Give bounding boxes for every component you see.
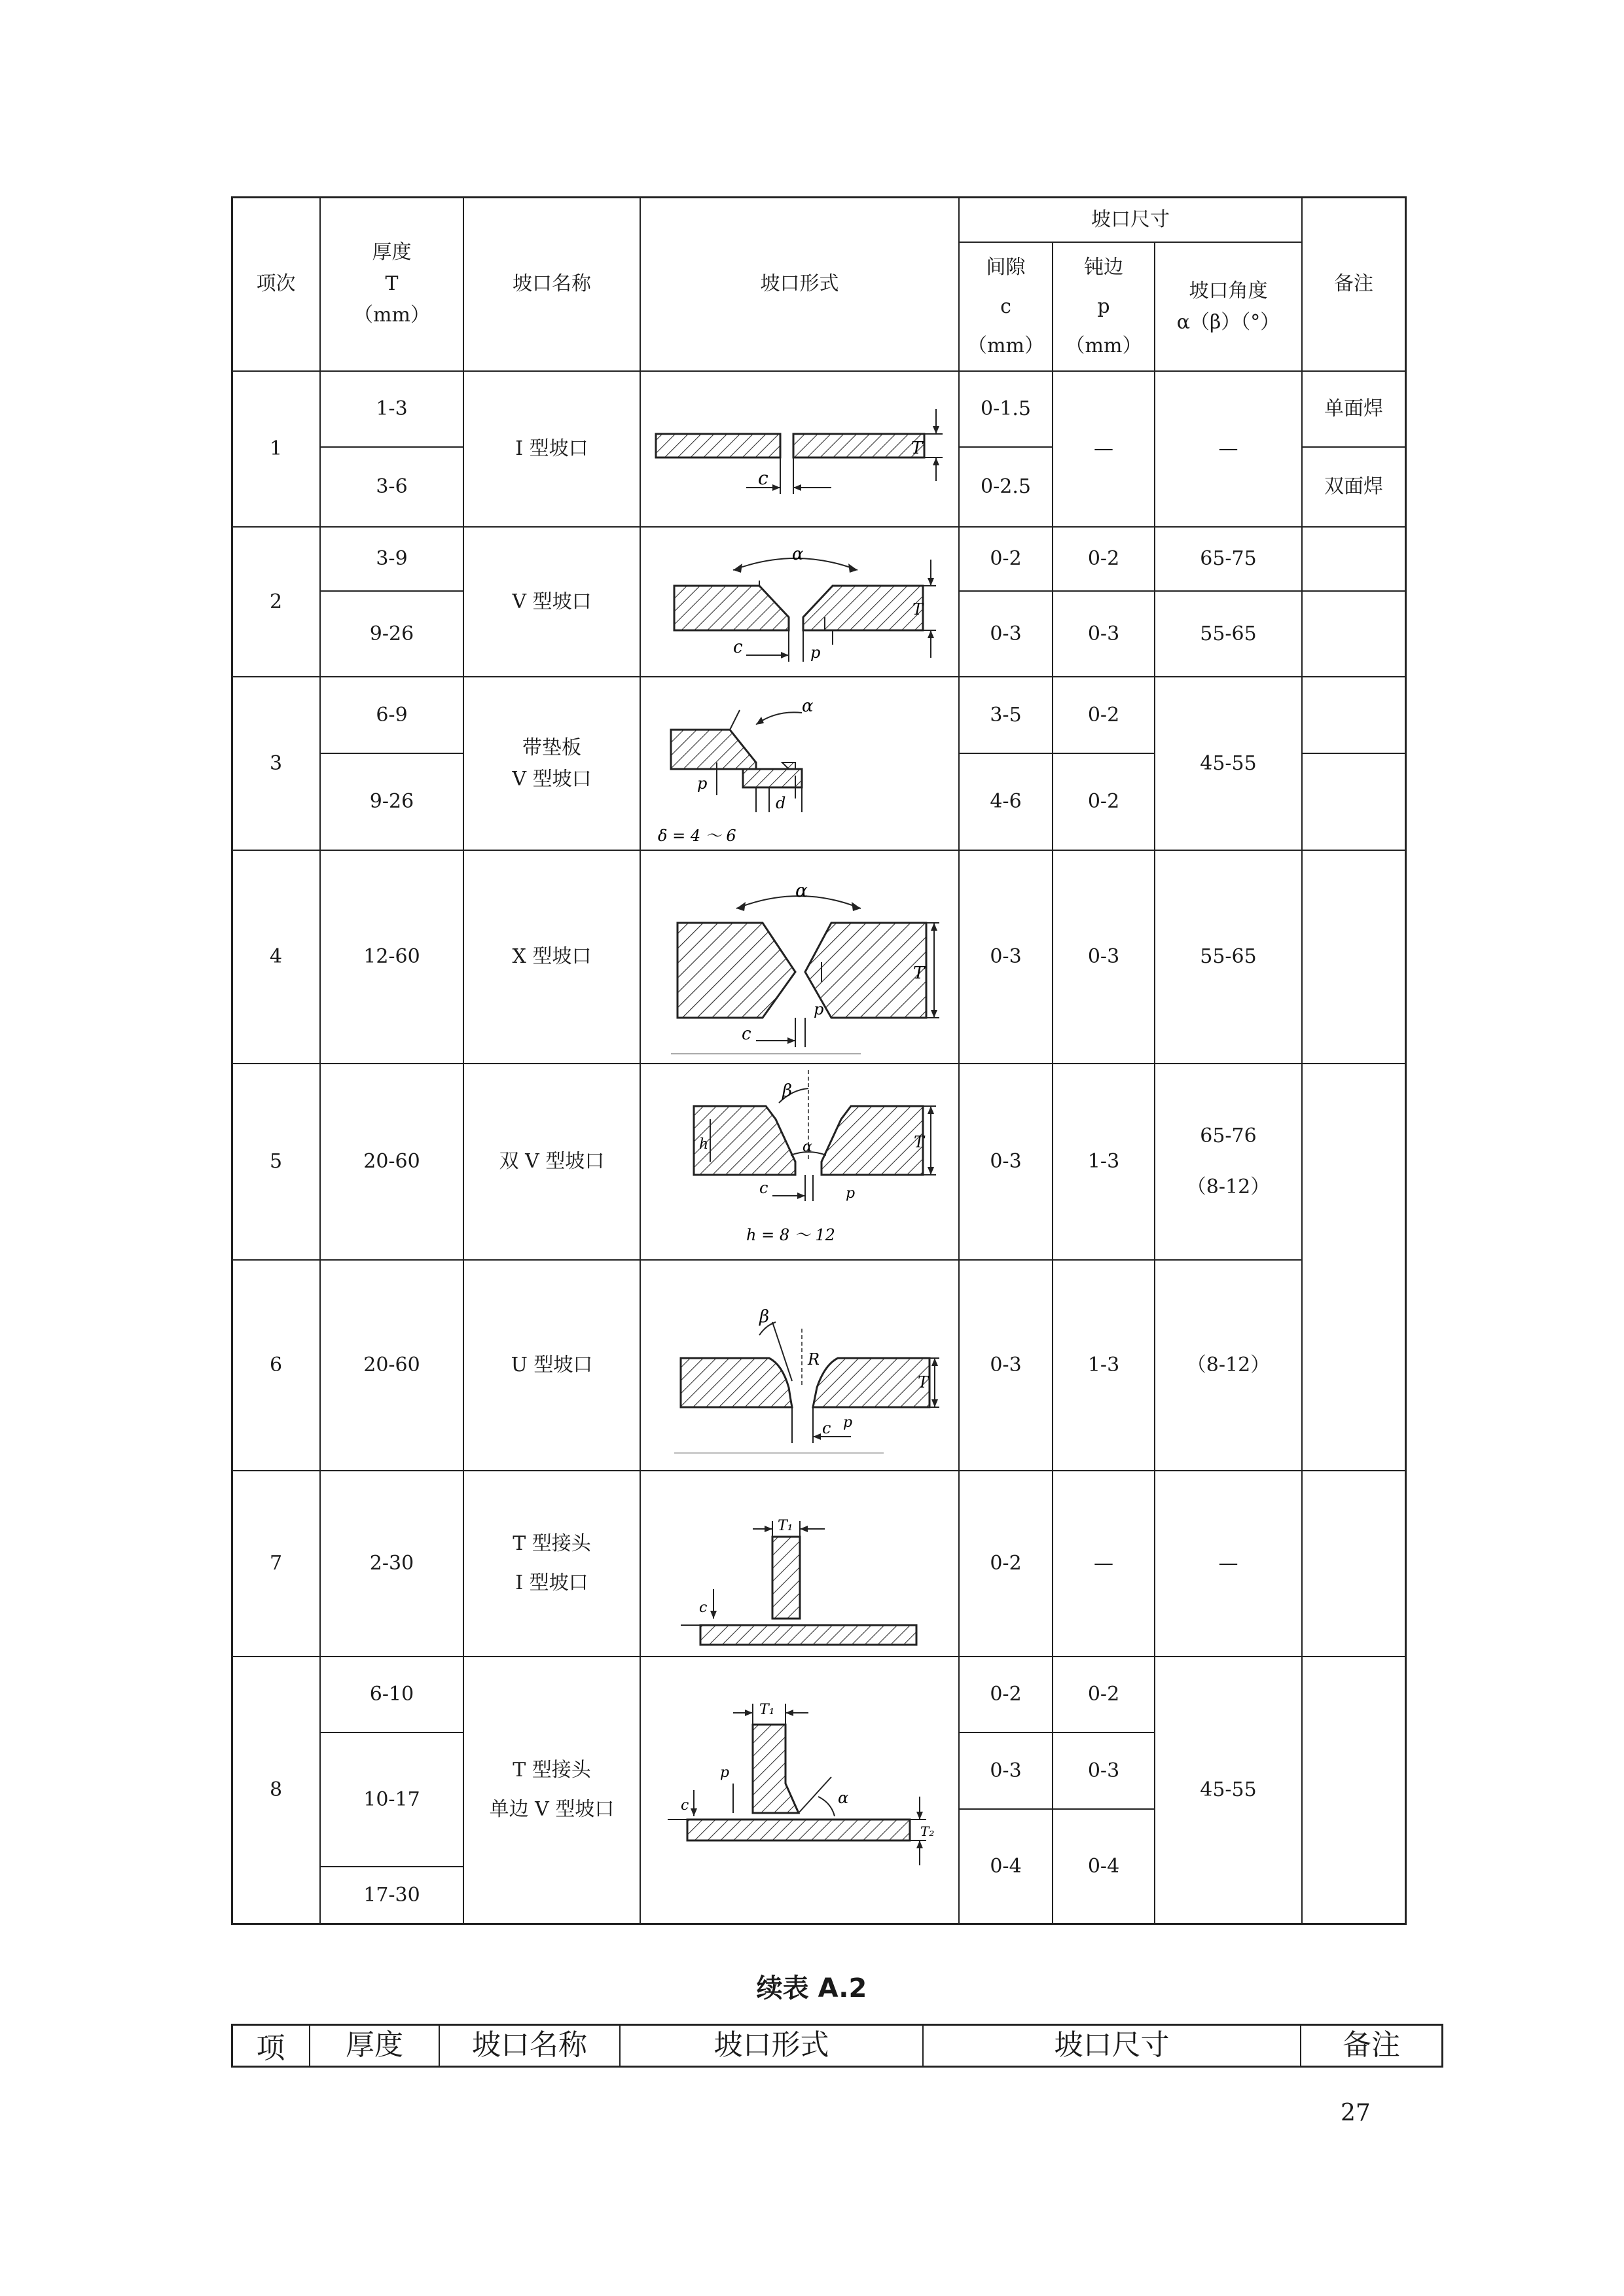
svg-text:T: T xyxy=(911,439,923,458)
row-8a-gap: 0-2 xyxy=(990,1683,1022,1706)
row-4-thickness: 12-60 xyxy=(363,945,420,968)
row-8c-root-face: 0-4 xyxy=(1087,1854,1120,1878)
cont-header-item: 项 xyxy=(256,2031,285,2065)
header-item: 项次 xyxy=(256,272,296,295)
row-4-item: 4 xyxy=(269,945,283,968)
row-2a-angle: 65-75 xyxy=(1200,547,1257,570)
svg-text:p: p xyxy=(810,643,821,662)
row-3-item: 3 xyxy=(269,751,283,775)
row-6-thickness: 20-60 xyxy=(363,1354,420,1376)
row-8a-thickness: 6-10 xyxy=(369,1683,414,1706)
row-5-thickness: 20-60 xyxy=(363,1150,420,1173)
row-3b-gap: 4-6 xyxy=(990,790,1022,813)
row-8b-gap: 0-3 xyxy=(990,1759,1022,1782)
row-1a-remark: 单面焊 xyxy=(1324,397,1383,420)
row-8c-gap: 0-4 xyxy=(990,1854,1022,1878)
svg-text:h: h xyxy=(699,1136,709,1153)
sketch-v-groove xyxy=(661,533,943,671)
svg-text:d: d xyxy=(776,794,786,812)
svg-text:T: T xyxy=(912,600,924,619)
backing-thickness-note: δ = 4 ～ 6 xyxy=(658,827,736,845)
svg-text:c: c xyxy=(758,467,768,489)
svg-text:T: T xyxy=(913,963,925,983)
row-1b-gap: 0-2.5 xyxy=(981,475,1031,498)
row-8c-thickness: 17-30 xyxy=(363,1883,420,1907)
row-4-angle: 55-65 xyxy=(1200,945,1257,968)
cont-header-groove-dims: 坡口尺寸 xyxy=(1054,2028,1170,2062)
svg-text:c: c xyxy=(759,1179,768,1197)
row-7-item: 7 xyxy=(269,1552,283,1575)
cont-header-groove-form: 坡口形式 xyxy=(713,2028,829,2062)
row-1a-thickness: 1-3 xyxy=(376,397,408,420)
svg-text:T: T xyxy=(914,1133,925,1151)
svg-text:p: p xyxy=(846,1185,856,1202)
svg-text:p: p xyxy=(814,1000,824,1018)
sketch-t-joint-i xyxy=(681,1517,929,1655)
row-5-angle: 65-76 （8-12） xyxy=(1186,1124,1271,1198)
sketch-u-groove xyxy=(668,1302,943,1466)
svg-text:c: c xyxy=(822,1419,831,1437)
svg-text:c: c xyxy=(733,637,743,657)
row-1-root-face: — xyxy=(1094,437,1113,460)
row-7-angle: — xyxy=(1218,1552,1238,1575)
row-4-gap: 0-3 xyxy=(990,945,1022,968)
row-1b-thickness: 3-6 xyxy=(376,475,408,498)
svg-text:p: p xyxy=(697,774,708,793)
svg-text:α: α xyxy=(802,696,814,716)
svg-text:c: c xyxy=(742,1024,751,1044)
row-4-root-face: 0-3 xyxy=(1087,945,1120,968)
row-7-name: T 型接头 I 型坡口 xyxy=(513,1532,591,1594)
svg-text:β: β xyxy=(782,1081,793,1101)
row-2a-gap: 0-2 xyxy=(990,547,1022,570)
sketch-i-groove xyxy=(648,383,949,514)
row-7-root-face: — xyxy=(1094,1552,1113,1575)
header-groove-form: 坡口形式 xyxy=(760,272,839,295)
row-3a-root-face: 0-2 xyxy=(1087,703,1120,726)
cont-header-groove-name: 坡口名称 xyxy=(472,2028,587,2062)
row-3b-thickness: 9-26 xyxy=(369,790,414,813)
row-1-item: 1 xyxy=(269,437,283,460)
svg-text:p: p xyxy=(843,1414,853,1431)
row-8b-root-face: 0-3 xyxy=(1087,1759,1120,1782)
header-groove-dims: 坡口尺寸 xyxy=(1091,207,1170,231)
svg-text:α: α xyxy=(803,1139,812,1155)
svg-text:T₁: T₁ xyxy=(759,1702,775,1718)
row-5-name: 双 V 型坡口 xyxy=(499,1150,605,1173)
row-3-name: 带垫板 V 型坡口 xyxy=(512,736,592,791)
sketch-double-v-groove xyxy=(674,1070,943,1257)
row-6-item: 6 xyxy=(269,1354,283,1376)
row-8b-thickness: 10-17 xyxy=(363,1787,420,1811)
row-2b-root-face: 0-3 xyxy=(1087,622,1120,645)
row-5-gap: 0-3 xyxy=(990,1150,1022,1173)
row-8a-root-face: 0-2 xyxy=(1087,1683,1120,1706)
continuation-caption: 续表 A.2 xyxy=(756,1973,867,2003)
header-gap: 间隙 c （mm） xyxy=(967,255,1044,357)
svg-text:T: T xyxy=(918,1373,929,1391)
svg-text:α: α xyxy=(795,880,808,901)
row-2b-thickness: 9-26 xyxy=(369,622,414,645)
row-6-angle: （8-12） xyxy=(1186,1354,1271,1376)
row-2b-angle: 55-65 xyxy=(1200,622,1257,645)
row-8-name: T 型接头 单边 V 型坡口 xyxy=(489,1759,615,1821)
row-1-name: I 型坡口 xyxy=(515,437,588,460)
double-v-h-note: h = 8 ～ 12 xyxy=(746,1226,835,1244)
header-thickness: 厚度 T （mm） xyxy=(353,241,430,327)
sketch-v-backing xyxy=(651,684,952,848)
svg-text:R: R xyxy=(808,1350,820,1369)
row-3b-root-face: 0-2 xyxy=(1087,790,1120,813)
svg-text:α: α xyxy=(792,545,804,564)
svg-text:T₂: T₂ xyxy=(920,1823,935,1839)
cont-header-thickness: 厚度 xyxy=(346,2028,403,2062)
row-7-thickness: 2-30 xyxy=(369,1552,414,1575)
row-5-item: 5 xyxy=(269,1150,283,1173)
header-angle: 坡口角度 α（β）（°） xyxy=(1176,279,1280,334)
row-3-angle: 45-55 xyxy=(1200,751,1257,775)
row-8-angle: 45-55 xyxy=(1200,1778,1257,1801)
svg-text:p: p xyxy=(720,1765,730,1781)
row-4-name: X 型坡口 xyxy=(512,945,592,968)
row-2-name: V 型坡口 xyxy=(512,590,592,613)
row-3a-thickness: 6-9 xyxy=(376,703,408,726)
row-2a-root-face: 0-2 xyxy=(1087,547,1120,570)
svg-text:T₁: T₁ xyxy=(778,1518,793,1534)
row-8-item: 8 xyxy=(269,1778,283,1801)
row-7-gap: 0-2 xyxy=(990,1552,1022,1575)
row-5-root-face: 1-3 xyxy=(1087,1150,1120,1173)
row-1-angle: — xyxy=(1218,437,1238,460)
header-groove-name: 坡口名称 xyxy=(513,272,591,295)
page-number: 27 xyxy=(1341,2100,1371,2126)
svg-text:c: c xyxy=(699,1600,708,1616)
row-3a-gap: 3-5 xyxy=(990,703,1022,726)
header-remarks: 备注 xyxy=(1334,272,1373,295)
row-2b-gap: 0-3 xyxy=(990,622,1022,645)
row-2-item: 2 xyxy=(269,590,283,613)
svg-text:c: c xyxy=(681,1797,689,1814)
svg-text:α: α xyxy=(838,1789,849,1807)
svg-text:β: β xyxy=(759,1307,770,1327)
cont-header-remarks: 备注 xyxy=(1343,2028,1400,2062)
row-6-gap: 0-3 xyxy=(990,1354,1022,1376)
row-6-name: U 型坡口 xyxy=(511,1354,593,1376)
sketch-x-groove xyxy=(664,857,946,1057)
row-1b-remark: 双面焊 xyxy=(1324,475,1383,498)
row-1a-gap: 0-1.5 xyxy=(981,397,1031,420)
header-root-face: 钝边 p （mm） xyxy=(1065,255,1142,357)
row-6-root-face: 1-3 xyxy=(1087,1354,1120,1376)
row-2a-thickness: 3-9 xyxy=(376,547,408,570)
sketch-t-joint-bevel xyxy=(668,1698,936,1882)
